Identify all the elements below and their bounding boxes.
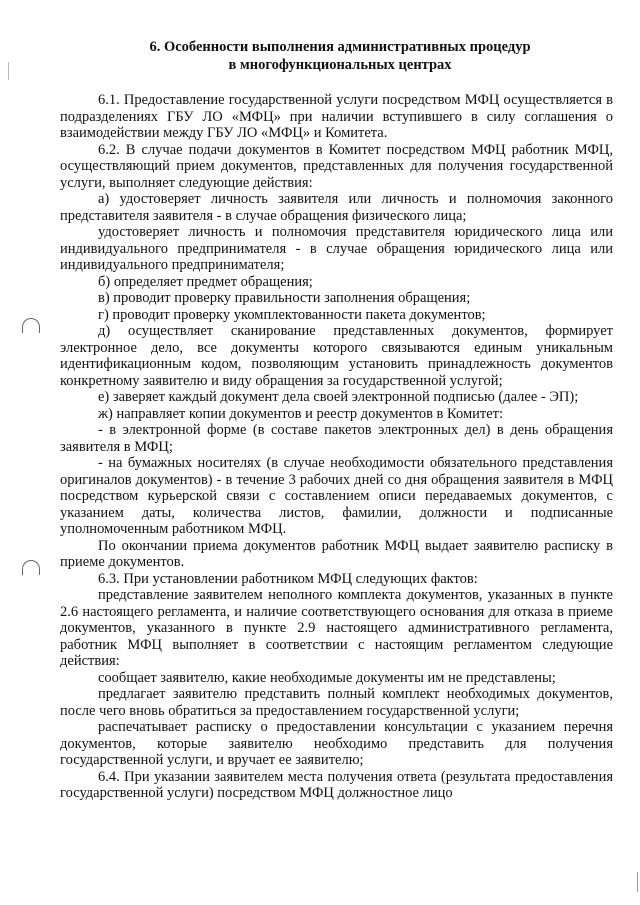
paragraph: в) проводит проверку правильности заполнения обращения; [98, 290, 471, 306]
heading-line: в многофункциональных центрах [228, 57, 452, 73]
paragraph: е) заверяет каждый документ дела своей электронной подписью (далее - ЭП); [98, 389, 579, 405]
punch-hole-mark [22, 560, 40, 575]
document-body [60, 92, 613, 802]
paragraph: 6.1. Предоставление государственной услуги посредством МФЦ осуществляется в подразделениях ГБУ ЛО «МФЦ» при наличии вступившего в силу соглашения о взаимодействии между ГБУ ЛО «МФЦ» и Комитета. [60, 92, 613, 141]
paragraph: По окончании приема документов работник МФЦ выдает заявителю расписку в приеме документов. [60, 537, 613, 570]
paragraph: б) определяет предмет обращения; [98, 273, 313, 290]
punch-hole-mark [22, 318, 40, 333]
section-heading [60, 38, 620, 74]
paragraph: - в электронной форме (в составе пакетов электронных дел) в день обращения заявителя в МФЦ; [60, 422, 613, 455]
paragraph: 6.3. При установлении работником МФЦ следующих фактов: [98, 570, 478, 587]
paragraph: 6.4. При указании заявителем места получения ответа (результата предоставления государственной услуги) посредством МФЦ должностное лицо [60, 768, 613, 801]
paragraph: сообщает заявителю, какие необходимые документы им не представлены; [98, 669, 556, 686]
scan-edge-mark [8, 62, 9, 80]
paragraph: - на бумажных носителях (в случае необходимости обязательного представления оригиналов документов) - в течение 3 рабочих дней со дня обращения заявителя в МФЦ посредством курьерской связи с составлением описи передаваемых документов, с указанием даты, количества листов, фамилии, должности и подписанные уполномоченным работником МФЦ. [60, 455, 613, 537]
scan-edge-mark [637, 872, 638, 892]
paragraph: д) осуществляет сканирование представленных документов, формирует электронное дело, все документы которого связываются единым уникальным идентификационным кодом, позволяющим установить принадлежность документов конкретному заявителю и виду обращения за государственной услугой; [60, 323, 613, 389]
paragraph: представление заявителем неполного комплекта документов, указанных в пункте 2.6 настоящего регламента, и наличие соответствующего основания для отказа в приеме документов, указанного в пункте 2.9 настоящего административного регламента, работник МФЦ выполняет в соответствии с настоящим регламентом следующие действия: [60, 587, 613, 669]
paragraph: ж) направляет копии документов и реестр документов в Комитет: [98, 405, 504, 422]
heading-line: 6. Особенности выполнения административных процедур [149, 39, 531, 55]
paragraph: а) удостоверяет личность заявителя или личность и полномочия законного представителя заявителя - в случае обращения физического лица; [60, 191, 613, 224]
paragraph: г) проводит проверку укомплектованности пакета документов; [98, 306, 486, 323]
paragraph: удостоверяет личность и полномочия представителя юридического лица или индивидуального предпринимателя - в случае обращения юридического лица или индивидуального предпринимателя; [60, 224, 613, 273]
paragraph: 6.2. В случае подачи документов в Комитет посредством МФЦ работник МФЦ, осуществляющий прием документов, представленных для получения государственной услуги, выполняет следующие действия: [60, 141, 613, 191]
paragraph: распечатывает расписку о предоставлении консультации с указанием перечня документов, которые заявителю необходимо представить для получения государственной услуги, и вручает ее заявителю; [60, 719, 613, 768]
paragraph: предлагает заявителю представить полный комплект необходимых документов, после чего вновь обратиться за предоставлением государственной услуги; [60, 686, 613, 719]
